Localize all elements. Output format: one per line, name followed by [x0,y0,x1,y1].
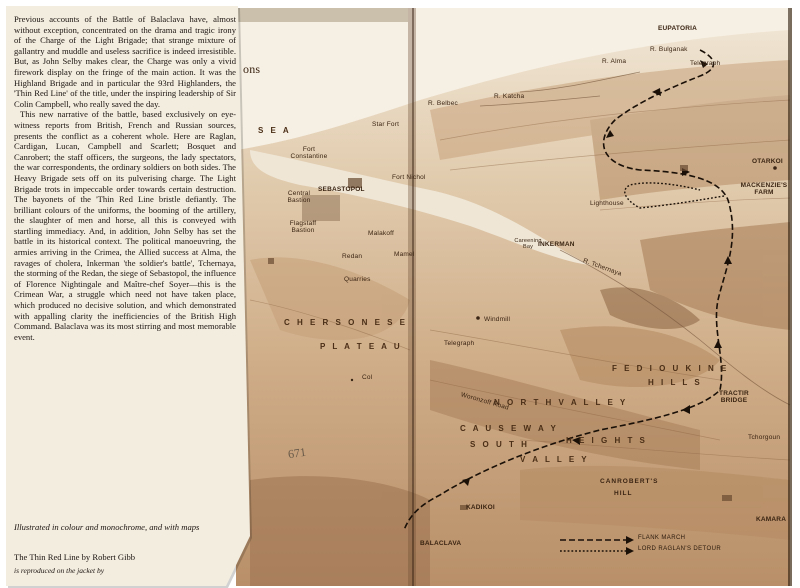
label-tchorgoun: Tchorgoun [748,434,781,441]
label-inkerman: INKERMAN [538,241,575,248]
illustrated-note: Illustrated in colour and monochrome, and with maps [14,522,200,532]
pencil-note: 671 [287,444,307,462]
jacket-credit: The Thin Red Line by Robert Gibb [14,552,136,562]
label-r-bulganak: R. Bulganak [650,46,688,53]
label-woronzoff-road: Woronzoff Road [459,391,510,412]
legend-dashed-line-icon [560,536,634,544]
label-star-fort: Star Fort [372,121,400,128]
label-fort-constantine: Fort Constantine [290,146,328,160]
legend-dotted-line-icon [560,547,634,555]
label-telegraph-south: Telegraph [444,340,475,347]
label-malakoff: Malakoff [368,230,395,237]
label-kamara: KAMARA [756,516,787,523]
label-fort-nicholas: Fort Nichol [392,174,426,181]
label-mamelon: Mamel [394,251,415,258]
label-hill: HILL [614,490,633,497]
label-tractir-bridge: TRACTIR BRIDGE [719,390,749,404]
label-balaclava: BALACLAVA [420,540,462,547]
legend-flank-march [560,536,790,546]
label-central-bastion: Central Bastion [287,190,311,204]
legend-flank-march-label: FLANK MARCH [638,535,686,541]
label-r-katcha: R. Katcha [494,93,525,100]
label-quarries: Quarries [344,276,371,283]
label-heights: H E I G H T S [566,436,648,445]
blurb-paragraph-1: Previous accounts of the Battle of Balaclava have, almost without exception, concentrated on the drama and tragic irony of the Charge of the Light Brigade; that strange mixture of gallantry and muddle and useless sacrifice is indeed irresistible. But, as John Selby makes clear, the Charge was only a vivid firework display on the fringe of the main action. It was the Highland Brigade and in particular the 93rd Highlanders, the 'Thin Red Line' of the title, under the inspiring leadership of Sir Colin Campbell, who really saved the day. [14,14,236,109]
label-canroberts: CANROBERT'S [600,478,659,485]
label-telegraph-north: Telegraph [690,60,721,67]
label-windmill: Windmill [484,316,511,323]
label-causeway: C A U S E W A Y [460,424,559,433]
label-eupatoria: EUPATORIA [658,25,697,32]
label-mackenzies-farm: MACKENZIE'S FARM [740,182,788,196]
legend-raglan-detour-label: LORD RAGLAN'S DETOUR [638,546,722,552]
map-title-partial: ons [243,62,261,76]
label-chersonese: C H E R S O N E S E [284,318,408,327]
jacket-credit-cut: is reproduced on the jacket by [14,566,105,575]
label-fedioukine: F E D I O U K I N E [612,364,729,373]
label-r-alma: R. Alma [602,58,627,65]
label-sea: S E A [258,126,292,135]
label-flagstaff-bastion: Flagstaff Bastion [289,220,317,234]
legend-raglan-detour [560,547,790,557]
label-careening-bay: Careening Bay [514,238,542,250]
label-r-belbec: R. Belbec [428,100,458,107]
label-otarkoi: OTARKOI [752,158,783,165]
label-north-valley: N O R T H V A L L E Y [494,398,628,407]
label-plateau: P L A T E A U [320,342,403,351]
label-r-tchernaya: R. Tchernaya [582,257,623,278]
map-legend [560,532,790,556]
flap-blurb [14,14,236,342]
label-hills: H I L L S [648,378,703,387]
label-lighthouse: Lighthouse [590,200,624,207]
label-kadikoi: KADIKOI [466,504,495,511]
blurb-paragraph-2: This new narrative of the battle, based exclusively on eye-witness reports from British, French and Russian sources, presents the conflict as a coherent whole. Here are Raglan, Cardigan, Lucan, Campbell and Scarlett; Bosquet and Canrobert; the staff officers, the surgeons, the lady spectators, the war correspondents, the ordinary soldiers on both sides. The Heavy Brigade sets off on its pulverising charge. The Light Brigade trots in impeccable order towards certain destruction. The bayonets of the 'Thin Red Line bristle defiantly. The brilliant colours of the uniforms, the booming of the artillery, the slaughter of men and horse, all this is conveyed with startling immediacy. And, in addition, John Selby has set the battle in its historical context. The political manoeuvring, the armies arriving in the Crimea, the Allied success at Alma, the ravages of cholera, Inkerman 'the soldier's battle', Tchernaya, the storming of the Redan, the siege of Sebastopol, the influence of Florence Nightingale and Maître-chef Soyer—this is the Crimean War, a struggle which need not have taken place, which produced no decisive solution, and which demonstrated with appalling clarity the inefficiencies of the British High Command. Balaclava was its most stirring and most memorable event. [14,109,236,342]
label-south: S O U T H [470,440,530,449]
label-col: Col [362,374,373,381]
label-valley: V A L L E Y [520,455,590,464]
label-redan: Redan [342,253,363,260]
label-sebastopol: SEBASTOPOL [318,186,365,193]
